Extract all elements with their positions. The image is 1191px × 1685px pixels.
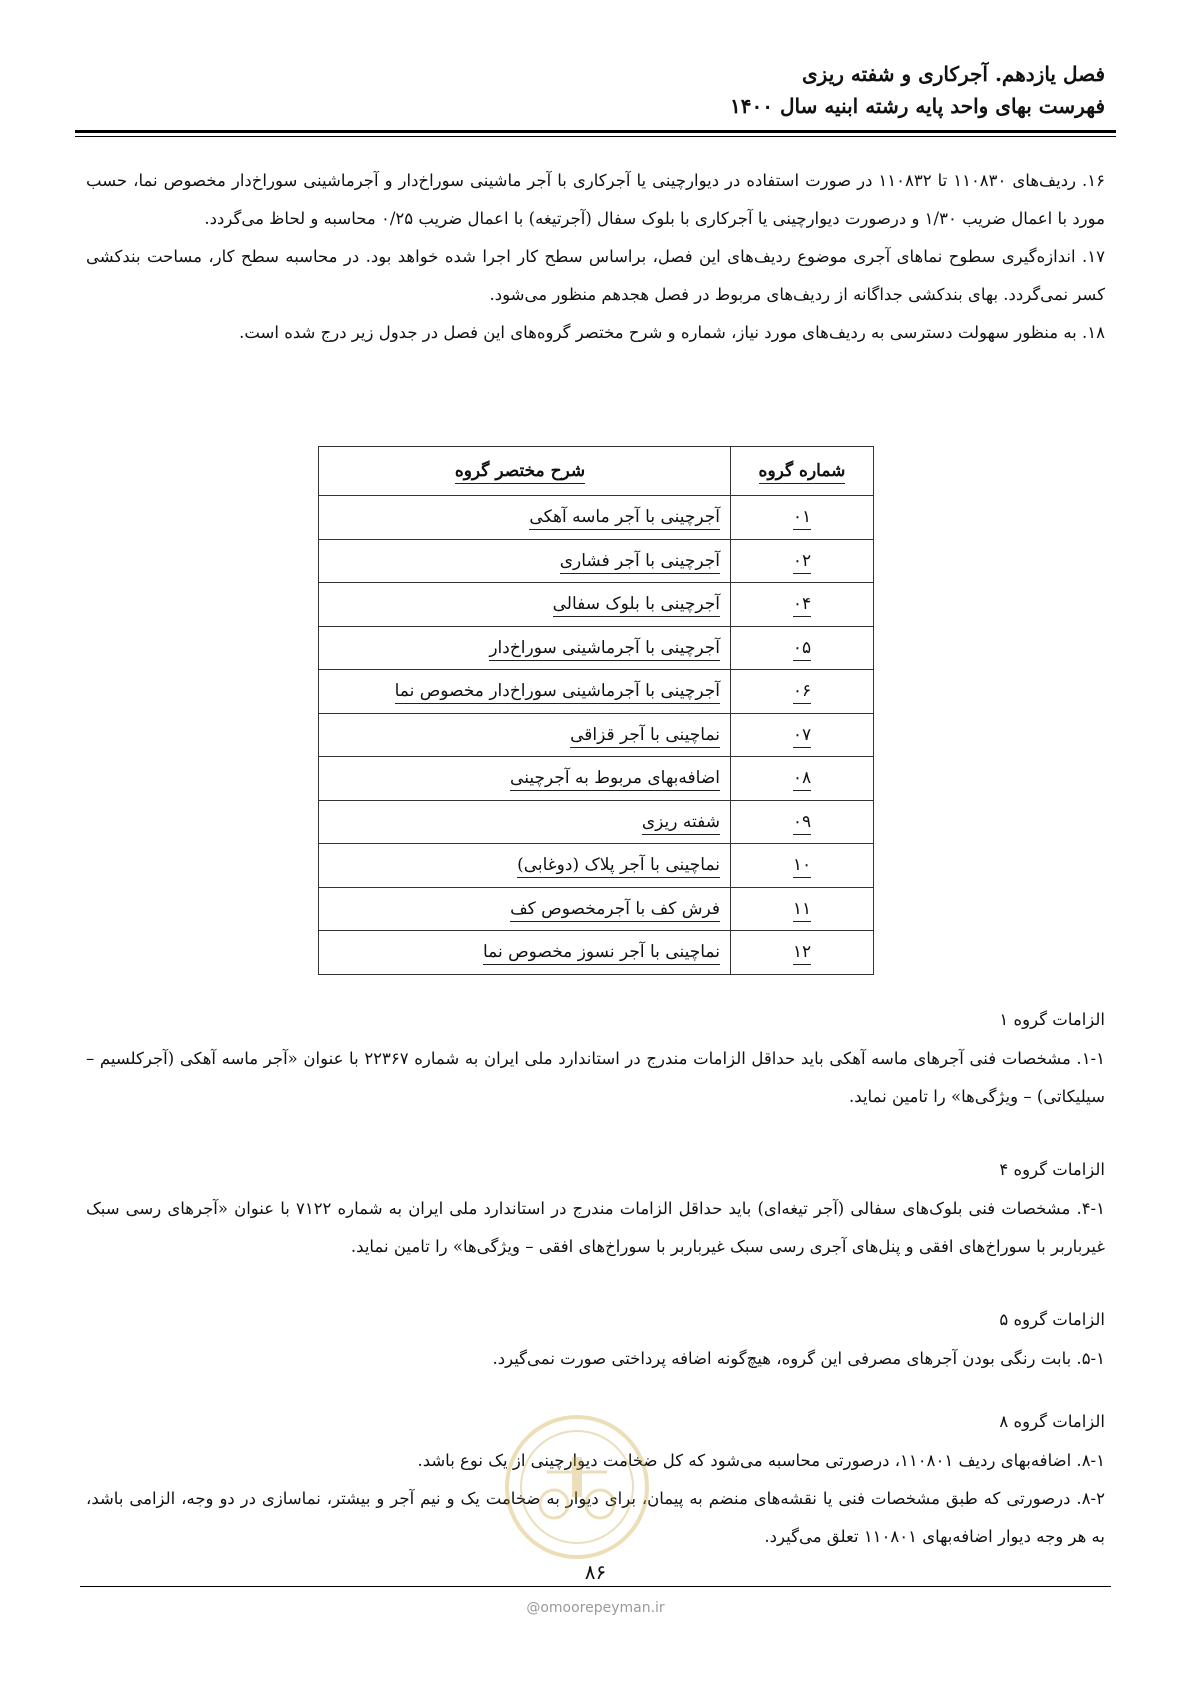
note-16: ۱۶. ردیف‌های ۱۱۰۸۳۰ تا ۱۱۰۸۳۲ در صورت استفاده در دیوارچینی یا آجرکاری با آجر ماشینی سوراخ‌دار و آجرماشینی سوراخ‌دار مخصوص نما، حسب مورد با اعمال ضریب ۱/۳۰ و درصورت دیوارچینی یا آجرکاری با بلوک سفال (آجرتیغه) با اعمال ضریب ۰/۲۵ محاسبه و لحاظ می‌گردد. [86, 171, 1105, 228]
group-number: ۰۷ [731, 713, 874, 757]
page-header [86, 58, 1105, 122]
group-number: ۱۲ [731, 931, 874, 975]
document-title: فهرست بهای واحد پایه رشته ابنیه سال ۱۴۰۰ [730, 94, 1105, 118]
group-description: آجرچینی با آجرماشینی سوراخ‌دار مخصوص نما [319, 670, 731, 714]
table-row [319, 496, 874, 540]
table-row [319, 844, 874, 888]
table-row [319, 626, 874, 670]
website-link[interactable]: @omoorepeyman.ir [526, 1600, 665, 1616]
group-description: شفته ریزی [319, 800, 731, 844]
requirement-1-1: ۱-۱. مشخصات فنی آجرهای ماسه آهکی باید حداقل الزامات مندرج در استاندارد ملی ایران به شماره ۲۲۳۶۷ با عنوان «آجر ماسه آهکی (آجرکلسیم – سیلیکاتی) – ویژگی‌ها» را تامین نماید. [86, 1049, 1105, 1106]
group-description: آجرچینی با آجرماشینی سوراخ‌دار [319, 626, 731, 670]
group-table [318, 446, 874, 975]
requirements-group-8-title: الزامات گروه ۸ [999, 1412, 1105, 1431]
page-number: ۸۶ [584, 1560, 607, 1584]
group-number: ۱۰ [731, 844, 874, 888]
note-18: ۱۸. به منظور سهولت دسترسی به ردیف‌های مورد نیاز، شماره و شرح مختصر گروه‌های این فصل در جدول زیر درج شده است. [239, 323, 1105, 342]
footer-rule [80, 1586, 1111, 1587]
group-number: ۰۹ [731, 800, 874, 844]
group-description: نماچینی با آجر نسوز مخصوص نما [319, 931, 731, 975]
table-row [319, 670, 874, 714]
seal-watermark-icon [502, 1412, 652, 1562]
requirement-5-1: ۵-۱. بابت رنگی بودن آجرهای مصرفی این گروه، هیچ‌گونه اضافه پرداختی صورت نمی‌گیرد. [492, 1349, 1105, 1368]
group-number: ۰۸ [731, 757, 874, 801]
header-group-number: شماره گروه [731, 447, 874, 496]
note-17: ۱۷. اندازه‌گیری سطوح نماهای آجری موضوع ردیف‌های این فصل، براساس سطح کار اجرا شده خواهد بود. در محاسبه سطح کار، مساحت بندکشی کسر نمی‌گردد. بهای بندکشی جداگانه از ردیف‌های مربوط در فصل هجدهم منظور می‌شود. [86, 247, 1105, 304]
requirements-group-1-title: الزامات گروه ۱ [999, 1010, 1105, 1029]
group-number: ۰۵ [731, 626, 874, 670]
header-rule-thick [75, 130, 1116, 133]
group-number: ۰۴ [731, 583, 874, 627]
group-number: ۱۱ [731, 887, 874, 931]
group-number: ۰۲ [731, 539, 874, 583]
group-number: ۰۱ [731, 496, 874, 540]
table-row [319, 931, 874, 975]
group-description: آجرچینی با آجر ماسه آهکی [319, 496, 731, 540]
table-row [319, 800, 874, 844]
requirements-group-4-title: الزامات گروه ۴ [999, 1160, 1105, 1179]
group-description: نماچینی با آجر پلاک (دوغابی) [319, 844, 731, 888]
table-row [319, 757, 874, 801]
table-row [319, 713, 874, 757]
requirements-group-5-title: الزامات گروه ۵ [999, 1310, 1105, 1329]
table-row [319, 887, 874, 931]
chapter-title: فصل یازدهم. آجرکاری و شفته ریزی [802, 62, 1105, 86]
requirement-4-1: ۴-۱. مشخصات فنی بلوک‌های سفالی (آجر تیغه‌ای) باید حداقل الزامات مندرج در استاندارد ملی ایران به شماره ۷۱۲۲ با عنوان «آجرهای رسی سبک غیرباربر با سوراخ‌های افقی و پنل‌های آجری رسی سبک غیرباربر با سوراخ‌های افقی – ویژگی‌ها» را تامین نماید. [86, 1199, 1105, 1256]
group-description: اضافه‌بهای مربوط به آجرچینی [319, 757, 731, 801]
table-header-row [319, 447, 874, 496]
requirement-8-2: ۸-۲. درصورتی که طبق مشخصات فنی یا نقشه‌های منضم به پیمان، برای دیوار به ضخامت یک و نیم آجر و بیشتر، نماسازی در دو وجه، الزامی باشد، به هر وجه دیوار اضافه‌بهای ۱۱۰۸۰۱ تعلق می‌گیرد. [86, 1489, 1105, 1546]
group-description: آجرچینی با آجر فشاری [319, 539, 731, 583]
group-description: آجرچینی با بلوک سفالی [319, 583, 731, 627]
group-description: فرش کف با آجرمخصوص کف [319, 887, 731, 931]
requirement-8-1: ۸-۱. اضافه‌بهای ردیف ۱۱۰۸۰۱، درصورتی محاسبه می‌شود که کل ضخامت دیوارچینی از یک نوع باشد. [417, 1451, 1105, 1470]
table-row [319, 583, 874, 627]
table-row [319, 539, 874, 583]
notes-section [86, 162, 1105, 352]
group-number: ۰۶ [731, 670, 874, 714]
header-rule-thin [75, 136, 1116, 137]
header-group-description: شرح مختصر گروه [319, 447, 731, 496]
group-description: نماچینی با آجر قزاقی [319, 713, 731, 757]
